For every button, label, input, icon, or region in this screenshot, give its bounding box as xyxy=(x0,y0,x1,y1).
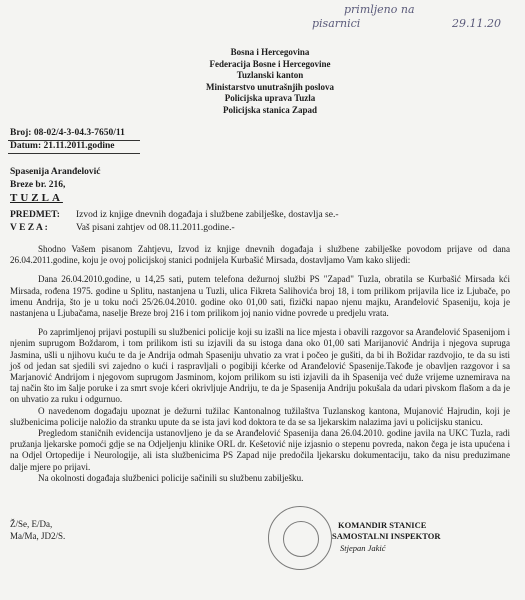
letterhead-line: Federacija Bosne i Hercegovine xyxy=(209,58,331,69)
handwritten-received-date: 29.11.20 xyxy=(452,17,501,30)
letter-body xyxy=(10,244,510,484)
subject-label: PREDMET: xyxy=(10,210,60,220)
initials-line: Ž/Se, E/Da, xyxy=(10,519,53,529)
handwritten-registry-note: pisarnici xyxy=(312,17,361,30)
signature-title: KOMANDIR STANICE xyxy=(338,520,427,530)
letterhead-line: Policijska uprava Tuzla xyxy=(224,93,316,103)
body-paragraph: O navedenom događaju upoznat je dežurni tužilac Kantonalnog tužilaštva Tuzlanskog kantona, Mujanović Hajrudin, koji je službenicima policije naložio da stranku upute da se ista javi kod doktora te da se sa ljekarskim nalazima javi u policijsku stanicu. xyxy=(10,405,510,427)
recipient-street: Breze br. 216, xyxy=(10,180,66,190)
body-paragraph: Pregledom staničnih evidencija ustanovljeno je da se Aranđelović Spasenija dana 26.04.2010. godine javila na UKC Tuzla, radi pružanja ljekarske pomoći gdje se na Odjeljenju klinike ORL dr. Kešetović nije izjasnio o stepenu povreda, nakon čega je ista upućena i na Odjel Ortopedije i Neurologije, ali ista službenicima PS Zapad nije predočila ljekarsku dokumentaciju, tako da nisu preduzimane dalje mjere po prijavi. xyxy=(10,428,510,472)
body-paragraph: Na okolnosti događaja službenici policije sačinili su službenu zabilješku. xyxy=(38,472,304,483)
official-stamp xyxy=(268,506,332,570)
body-paragraph: Po zaprimljenoj prijavi postupili su službenici policije koji su izašli na lice mjesta i obavili razgovor sa Aranđelović Spasenijom i njenim suprugom Boždarom, i tom prilikom isti su izjavili da su istoga dana oko 01,00 sati Marijanović Andrija i njegova supruga Jasmina, ušli u njihovu kuću te da je Andrija odmah Spaseniju uhvatio za vrat i počeo je gušiti, da bi ih Božidar razdvojio, te da su isti još od jedan sat sjedili svi zajedno o kući i raspravljali o pogibiji kćerke od Aranđelović Spasenije.Takođe je obavljen razgovor i sa Marjanović Andrijom i njegovom suprugom Jasminom, kojom prilikom su isti izjavili da ih Spasenija već duže vrijeme uznemirava na taj način što im šalje poruke i za smrt svoje kćeri okrivljuje Andriju, te da je Spasenija Andriju pokušala da udari pivskom flašom a da je on uhvatio za ruku i odgurnuo. xyxy=(10,327,510,405)
letterhead-line: Bosna i Hercegovina xyxy=(230,47,310,57)
subject-text: Izvod iz knjige dnevnih događaja i službene zabilješke, dostavlja se.- xyxy=(76,210,339,220)
recipient-name: Spasenija Aranđelović xyxy=(10,167,101,177)
letterhead-line: Ministarstvo unutrašnjih poslova xyxy=(205,81,335,92)
subject-line xyxy=(10,210,338,220)
signature-rank: SAMOSTALNI INSPEKTOR xyxy=(332,531,441,541)
reference-initials xyxy=(10,518,65,542)
document-number: Broj: 08-02/4-3-04.3-7650/11 xyxy=(10,128,125,138)
reference-text: Vaš pisani zahtjev od 08.11.2011.godine.- xyxy=(76,223,235,233)
letterhead-line: Policijska stanica Zapad xyxy=(222,104,317,115)
body-paragraph: Shodno Vašem pisanom Zahtjevu, Izvod iz knjige dnevnih događaja i službene zabilješke povodom prijave od dana 26.04.2011.godine, koju je ovoj policijskoj stanici podnijela Kurbašić Mirsada, dostavljamo Vam kako slijedi: xyxy=(10,244,510,266)
document-date: Datum: 21.11.2011.godine xyxy=(10,141,115,151)
body-paragraph: Dana 26.04.2010.godine, u 14,25 sati, putem telefona dežurnoj službi PS "Zapad" Tuzla, obratila se Kurbašić Mirsada kći Mirsada, rođena 1975. godine u Splitu, nastanjena u Tuzli, ulica Fikreta Salihovića broj 18, i tom prilikom prijavila lice iz Ljubače, po imenu Andrija, što je u toku noći 25/26.04.2010. godine oko 01,00 sati, fizički napao njenu majku, Aranđelović Spaseniju, koja je nastanjena u Ljubačama, naselje Breze broj 216 i tom prilikom joj nanio vidne povrede u predjelu vrata. xyxy=(10,274,510,319)
letterhead xyxy=(150,47,390,116)
reference-label: V E Z A : xyxy=(10,223,48,233)
signature-name: Stjepan Jakić xyxy=(340,543,386,553)
letterhead-line: Tuzlanski kanton xyxy=(236,70,304,80)
handwritten-received-note: primljeno na xyxy=(344,3,415,16)
divider xyxy=(8,153,140,154)
reference-line xyxy=(10,223,235,233)
initials-line: Ma/Ma, JD2/S. xyxy=(10,531,66,541)
recipient-city: TUZLA xyxy=(10,192,63,204)
stamp-emblem xyxy=(283,521,319,557)
